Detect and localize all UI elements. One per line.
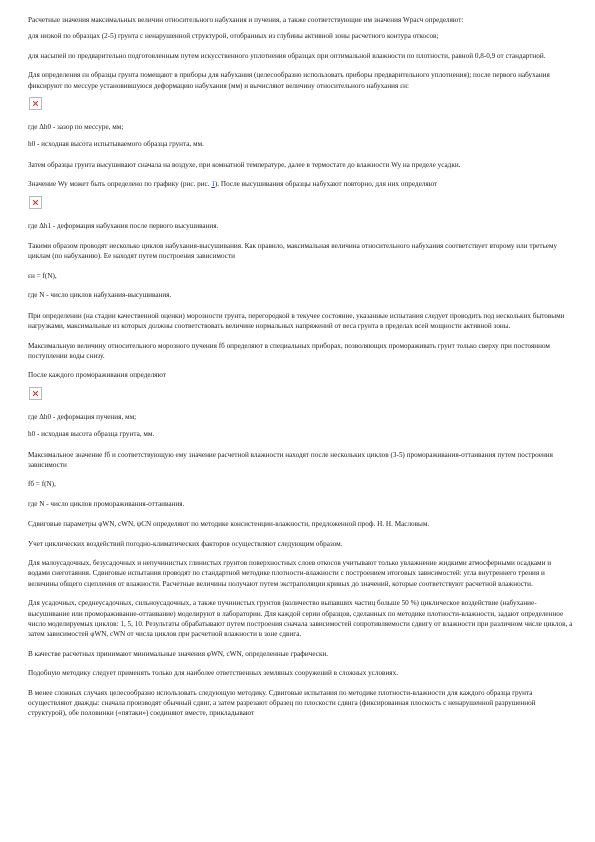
- paragraph-frost-loads: При определении (на стадии качественной оценки) морозности грунта, перегородкой в текучее состояние, указанные испытания следует проводить под нескольких бытовыми нагрузками, максимальные из которых должны соответствовать величине нормальных напряжений от веса грунта в пределах всей мощности активной зоны.: [28, 311, 565, 331]
- document-page: [28, 15, 574, 728]
- paragraph-climate-factors: Учет циклических воздействий погодно-климатических факторов осуществляют следующим образом.: [28, 539, 343, 548]
- paragraph-max-heave: Максимальное значение fб и соответствующую ему значение расчетной влажности находят после нескольких циклов (3-5) промораживания-оттаивания путем построения зависимости: [28, 450, 553, 469]
- paragraph-method-scope: Подобную методику следует применять только для наиболее ответственных земляных сооружений в сложных условиях.: [28, 669, 398, 678]
- definition-gap: где Δh0 - зазор по мессуре, мм;: [28, 123, 124, 132]
- paragraph-cycles: Такими образом проводят несколько циклов набухания-высушивания. Как правило, максимальная величина относительного набухания соответствует второму или третьему циклам (по набуханию). Ее находят путем построения зависимости: [28, 242, 558, 261]
- broken-image-icon: [29, 196, 42, 209]
- formula-heave: fб = f(N),: [28, 480, 56, 489]
- paragraph-shear-params: Сдвиговые параметры φWN, cWN, ψCN определяют по методике консистенции-влажности, предложенной проф. Н. Н. Масловым.: [28, 520, 430, 529]
- paragraph-after-freezing: После каждого промораживания определяют: [28, 371, 166, 380]
- paragraph-design-values: В качестве расчетных принимают минимальные значения φWN, cWN, определенные графически.: [28, 649, 329, 658]
- formula-swelling: εн = f(N),: [28, 271, 57, 280]
- broken-image-icon: [29, 387, 42, 400]
- paragraph-wy-graph: [28, 179, 574, 189]
- paragraph-drying: Затем образцы грунта высушивают сначала на воздухе, при комнатной температуре, далее в термостате до влажности Wy на пределе усадки.: [28, 160, 461, 169]
- paragraph-shrinking: Для усадочных, среднеусадочных, сильноусадочных, а также пучинистых грунтов (количество выпавших частиц больше 50 %) циклическое воздействие (набухание-высушивание или промораживание-оттаивание) моделируют в лаборатории. Для каждой серии образцов, сделанных по методике плотности-влажности, задают определенное число моделируемых циклов: 1, 5, 10. Результаты обрабатывают путем построения сначала зависимостей сопротивляемости сдвигу от влажности при различном числе циклов, а затем зависимостей φWN, cWN от числа циклов при расчетной влажности в зоне сдвига.: [28, 599, 573, 639]
- definition-sample-height: h0 - исходная высота образца грунта, мм.: [28, 430, 155, 439]
- paragraph-swelling-method: Для определения εн образцы грунта помещают в приборы для набухания (целесообразно использовать приборы предварительного уплотнения); после первого набухания фиксируют по мессуре установившуюся деформацию набухания (мм) и вычисляют величину относительного набухания εн:: [28, 71, 550, 90]
- definition-deformation: где Δh1 - деформация набухания после первого высушивания.: [28, 221, 219, 230]
- figure-link[interactable]: 1: [211, 180, 215, 189]
- wy-text-start: Значение Wy может быть определено по графику (рис. рис.: [28, 180, 212, 189]
- paragraph-frost-heave: Максимальную величину относительного морозного пучения fб определяют в специальных приборах, позволяющих промораживать грунт только сверху при постоянном поступлении воды снизу.: [28, 341, 550, 360]
- definition-heave-deformation: где Δh0 - деформация пучения, мм;: [28, 412, 137, 421]
- paragraph-simpler-method: В менее сложных случаях целесообразно использовать следующую методику. Сдвиговые испытания по методике плотности-влажности для каждого образца грунта осуществляют дважды: сначала производят обычный сдвиг, а затем разрезают образец по плоскости сдвига (фиксированная плоскость с ненарушенной разрушенной структурой), обе половинки («пятаки») соединяют вместе, прикладывают: [28, 688, 536, 718]
- paragraph-natural-samples: для низкой по образцах (2-5) грунта с ненарушенной структурой, отобранных из глубины активной зоны расчетного контура откосов;: [28, 32, 439, 41]
- broken-image-icon: [29, 97, 42, 110]
- paragraph-fill-samples: для насыпей по предварительно подготовленным путем искусственного уплотнения образцах при оптимальной влажности по плотности, равной 0,8-0,9 от стандартной.: [28, 51, 546, 60]
- paragraph-intro: Расчетные значения максимальных величин относительного набухания и пучения, а также соответствующие им значения Wpасч определяют:: [28, 16, 464, 24]
- definition-height: h0 - исходная высота испытываемого образца грунта, мм.: [28, 140, 204, 149]
- definition-freeze-cycles: где N - число циклов промораживания-оттаивания.: [28, 499, 185, 508]
- wy-text-end: ). После высушивания образцы набухают повторно, для них определяют: [214, 180, 438, 189]
- definition-cycles-n: где N - число циклов набухания-высушивания.: [28, 291, 172, 300]
- paragraph-non-shrinking: Для малоусадочных, безусадочных и непучинистых глинистых грунтов поверхностных слоев откосов учитывают только увлажнение жидкими атмосферными осадками и водами снеготаяния. Сдвиговые испытания проводят по стандартной методике плотности-влажности с построением итоговых зависимостей: угла внутреннего трения и величины общего сцепления от влажности. Расчетные величины получают путем экстраполяции кривых до значений, которые соответствуют расчетной влажности.: [28, 558, 552, 588]
